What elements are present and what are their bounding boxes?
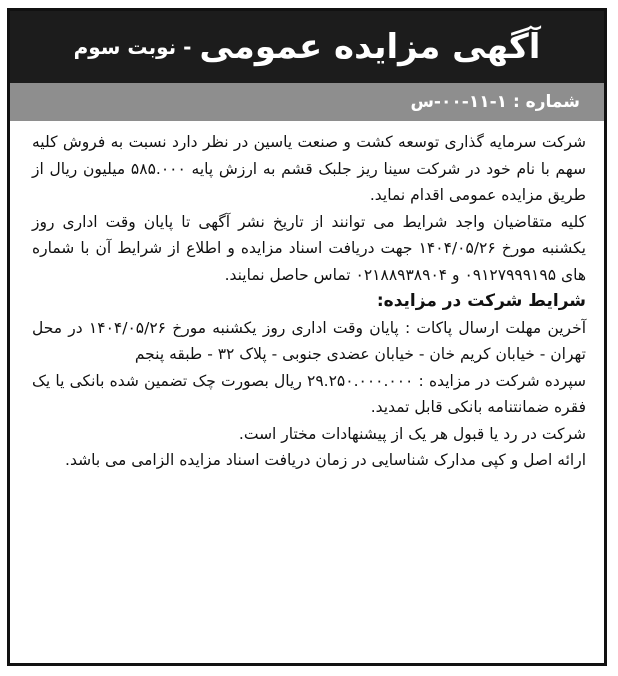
condition-rights: شرکت در رد یا قبول هر یک از پیشنهادات مختار است. <box>238 424 586 443</box>
condition-deposit: سپرده شرکت در مزایده : ۲۹.۲۵۰.۰۰۰.۰۰۰ ریال بصورت چک تضمین شده بانکی یا یک فقره ضمانتنامه بانکی قابل تمدید. <box>32 371 586 416</box>
paragraph-contact: کلیه متقاضیان واجد شرایط می توانند از تاریخ نشر آگهی تا پایان وقت اداری روز یکشنبه مورخ ۱۴۰۴/۰۵/۲۶ جهت دریافت اسناد مزایده و اطلاع از شرایط آن با شماره های ۰۹۱۲۷۹۹۹۱۹۵ و ۰۲۱۸۸۹۳۸۹۰۴ تماس حاصل نمایند. <box>32 212 586 284</box>
conditions-heading: شرایط شرکت در مزایده: <box>376 291 586 311</box>
notice-title: آگهی مزایده عمومی <box>199 27 541 67</box>
notice-body <box>32 129 586 474</box>
condition-documents: ارائه اصل و کپی مدارک شناسایی در زمان دریافت اسناد مزایده الزامی می باشد. <box>65 451 586 469</box>
notice-frame <box>7 8 607 666</box>
condition-deadline: آخرین مهلت ارسال پاکات : پایان وقت اداری روز یکشنبه مورخ ۱۴۰۴/۰۵/۲۶ در محل تهران - خیابان کریم خان - خیابان عضدی جنوبی - پلاک ۳۲ - طبقه پنجم <box>32 318 586 363</box>
title-bar <box>10 11 604 83</box>
notice-number-bar <box>10 83 604 121</box>
paragraph-intro: شرکت سرمایه گذاری توسعه کشت و صنعت یاسین در نظر دارد نسبت به فروش کلیه سهم با نام خود در شرکت سینا ریز جلبک قشم به ارزش پایه ۵۸۵.۰۰۰ میلیون ریال از طریق مزایده عمومی اقدام نماید. <box>32 133 586 204</box>
notice-subtitle: - نوبت سوم <box>73 35 192 59</box>
notice-number: شماره : ۱-۱۱-۰۰-س <box>410 92 580 112</box>
